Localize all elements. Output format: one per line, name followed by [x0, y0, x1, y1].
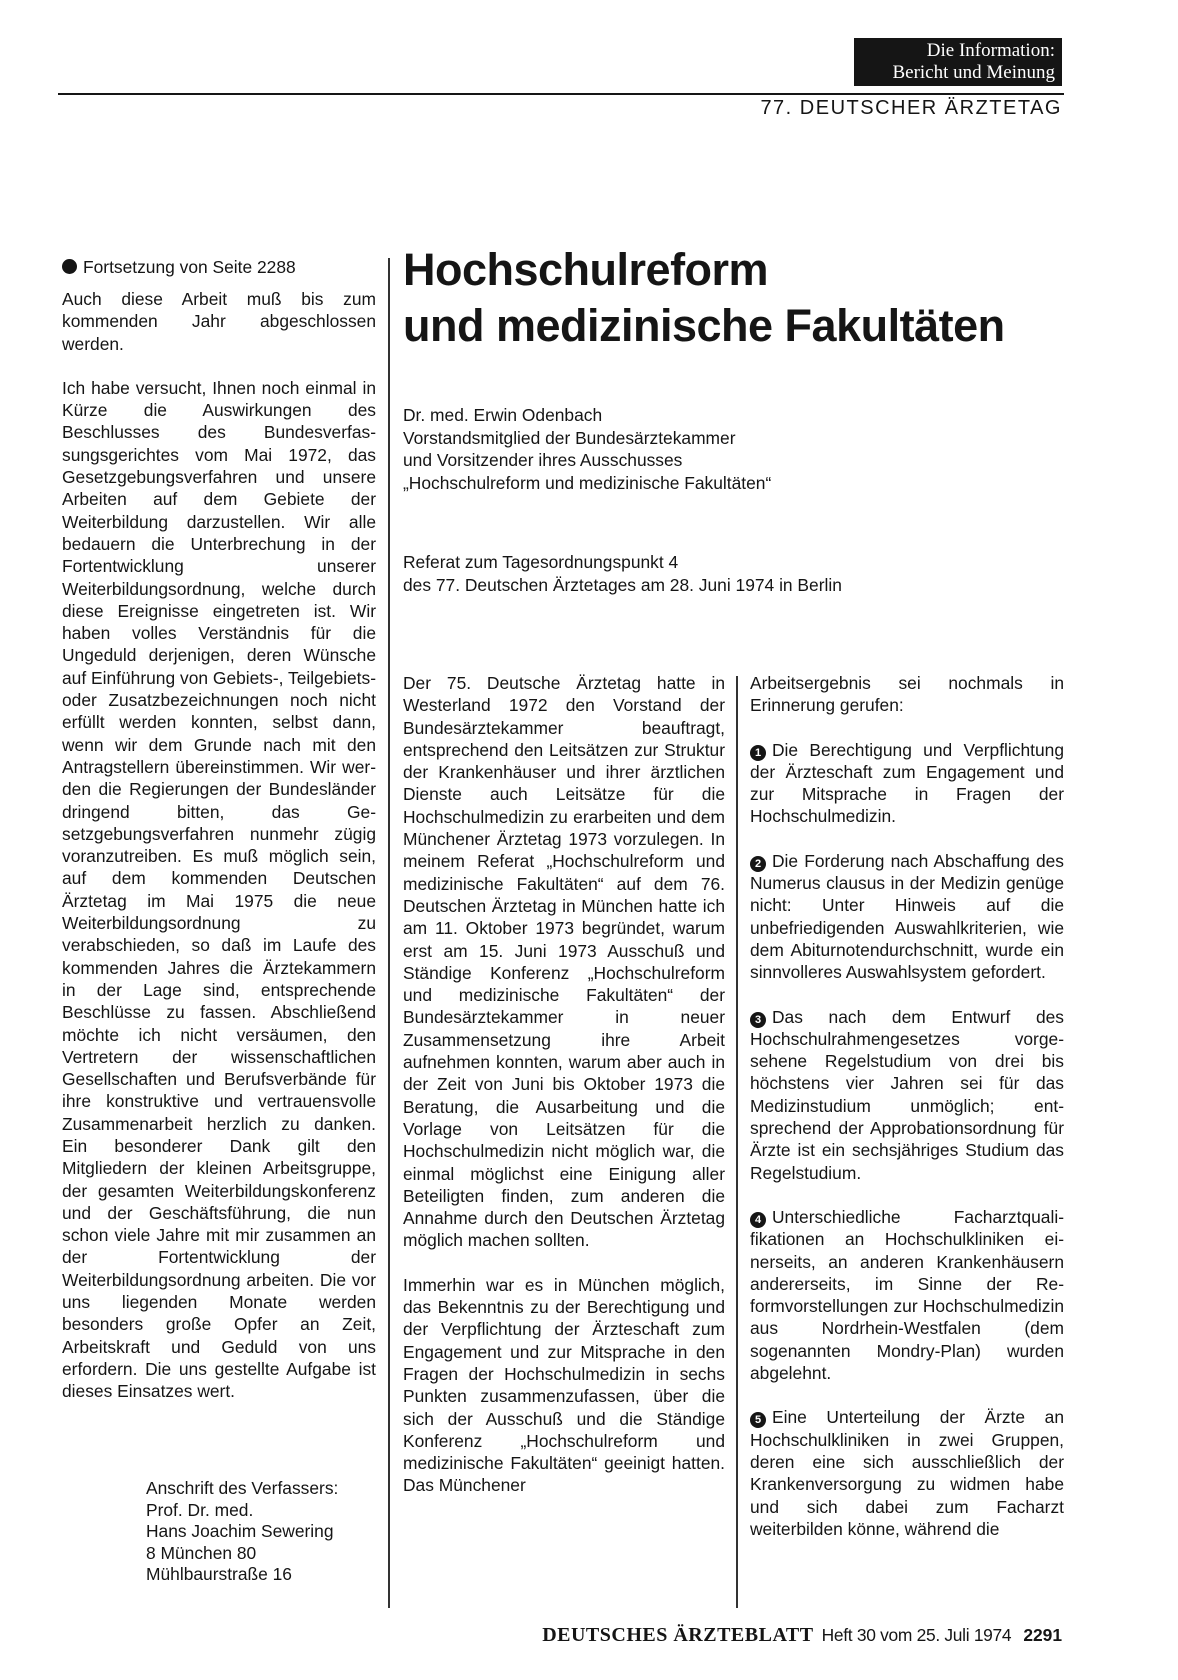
numbered-point: [750, 1406, 1064, 1540]
numbered-point: [750, 850, 1064, 984]
section-title: 77. DEUTSCHER ÄRZTETAG: [760, 97, 1062, 119]
author-block: [403, 404, 1063, 494]
numbered-point: [750, 1006, 1064, 1184]
address-line: 8 München 80: [146, 1542, 257, 1563]
left-column: [62, 288, 376, 1425]
author-line: „Hochschulreform und medizinische Fakultäten“: [403, 472, 772, 493]
address-line: Anschrift des Verfassers:: [146, 1478, 339, 1498]
number-3-icon: 3: [750, 1012, 766, 1028]
author-line: und Vorsitzender ihres Ausschusses: [403, 450, 683, 470]
body-paragraph: Arbeitsergebnis sei nochmals in Erinnerung gerufen:: [750, 673, 1064, 716]
referat-note: [403, 551, 1063, 596]
referat-line: des 77. Deutschen Ärztetages am 28. Juni 1974 in Berlin: [403, 574, 842, 595]
point-text: Das nach dem Entwurf des Hochschulrahmengesetzes vorgesehene Regelstudium von drei bis höchstens vier Jahren sei für das Medizinstudium unmöglich; entsprechend der Approbationsordnung für Ärzte ist ein sechsjähriges Studium das Regelstudium.: [750, 1006, 1064, 1183]
author-address: [146, 1478, 386, 1586]
address-line: Hans Joachim Sewering: [146, 1521, 334, 1542]
page-footer: [450, 1624, 1062, 1647]
referat-line: Referat zum Tagesordnungspunkt 4: [403, 552, 679, 572]
right-column: [750, 672, 1064, 1562]
bullet-icon: [62, 259, 77, 274]
address-line: Prof. Dr. med.: [146, 1499, 254, 1520]
numbered-point: [750, 739, 1064, 828]
number-2-icon: 2: [750, 856, 766, 872]
number-4-icon: 4: [750, 1212, 766, 1228]
badge-line-1: Die Information:: [926, 40, 1055, 61]
address-line: Mühlbaurstraße 16: [146, 1564, 292, 1585]
middle-column: [403, 672, 725, 1519]
left-paragraph-1: Auch diese Arbeit muß bis zum kommenden Jahr abgeschlossen werden.: [62, 289, 376, 354]
page-number: 2291: [1023, 1625, 1062, 1645]
column-divider-right: [736, 676, 738, 1608]
number-1-icon: 1: [750, 745, 766, 761]
point-text: Unterschiedliche Facharztqualifikationen an Hochschulkliniken einerseits, an anderen Krankenhäusern andererseits, im Sinne der Reformvorstellungen zur Hochschulmedizin aus Nordrhein-Westfalen (dem sogenannten Mondry-Plan) wurden abgelehnt.: [750, 1206, 1064, 1384]
left-paragraph-2: Ich habe versucht, Ihnen noch einmal in Kürze die Auswirkungen des Beschlusses des Bundesverfassungsgerichtes vom Mai 1972, das Gesetzgebungsverfahren und unsere Arbeiten auf dem Gebiete der Weiterbildung darzustellen. Wir alle bedauern die Unterbrechung in der Fortentwicklung unserer Weiterbildungsordnung, welche durch diese Ereignisse eingetreten ist. Wir haben volles Verständnis für die Ungeduld derjenigen, deren Wünsche auf Einführung von Gebiets-, Teilgebiets- oder Zusatzbezeichnungen noch nicht erfüllt werden konnten, selbst dann, wenn wir dem Grunde nach mit den Antragstellern übereinstimmen. Wir werden die Regierungen der Bundesländer dringend bitten, das Gesetzgebungsverfahren nunmehr zügig voranzutreiben. Es muß möglich sein, auf dem kommenden Deutschen Ärztetag im Mai 1975 die neue Weiterbildungsordnung zu verabschieden, so daß im Laufe des kommenden Jahres die Ärztekammern in der Lage sind, entsprechende Beschlüsse zu fassen. Abschließend möchte ich nicht versäumen, den Vertretern der wissenschaftlichen Gesellschaften und Berufsverbände für ihre konstruktive und vertrauensvolle Zusammenarbeit herzlich zu danken. Ein besonderer Dank gilt den Mitgliedern der kleinen Arbeitsgruppe, der gesamten Weiterbildungskonferenz und der Geschäftsführung, die nun schon viele Jahre mit mir zusammen an der Fortentwicklung der Weiterbildungsordnung arbeiten. Die vor uns liegenden Monate werden besonders große Opfer an Zeit, Arbeitskraft und Geduld von uns erfordern. Die uns gestellte Aufgabe ist dieses Einsatzes wert.: [62, 377, 376, 1402]
author-line: Vorstandsmitglied der Bundesärztekammer: [403, 427, 736, 448]
numbered-point: [750, 1206, 1064, 1384]
section-badge: [854, 38, 1062, 86]
article-headline: [403, 242, 1063, 354]
continued-note: [62, 256, 296, 278]
number-5-icon: 5: [750, 1412, 766, 1428]
journal-name: DEUTSCHES ÄRZTEBLATT: [542, 1624, 814, 1646]
continued-text: Fortsetzung von Seite 2288: [83, 257, 296, 277]
body-paragraph: Der 75. Deutsche Ärztetag hatte in Westerland 1972 den Vorstand der Bundesärztekammer beauftragt, entsprechend den Leitsätzen zur Struktur der Krankenhäuser und ihrer ärztlichen Dienste auch Leitsätze für die Hochschulmedizin zu erarbeiten und dem Münchener Ärztetag 1973 vorzulegen. In meinem Referat „Hochschulreform und medizinische Fakultäten“ auf dem 76. Deutschen Ärztetag in München hatte ich am 11. Oktober 1973 begründet, warum erst am 15. Juni 1973 Ausschuß und Ständige Konferenz „Hochschulreform und medizinische Fakultäten“ der Bundesärztekammer in neuer Zusammensetzung ihre Arbeit aufnehmen konnten, warum aber auch in der Zeit von Juni bis Oktober 1973 die Beratung, die Ausarbeitung und die Vorlage von Leitsätzen für die Hochschulmedizin nicht möglich war, die einmal möglichst eine Einigung aller Beteiligten finden, zum anderen die Annahme durch den Deutschen Ärztetag möglich machen sollten.: [403, 673, 725, 1251]
issue-info: Heft 30 vom 25. Juli 1974: [821, 1625, 1012, 1645]
headline-line-2: und medizinische Fakultäten: [403, 300, 1005, 351]
author-line: Dr. med. Erwin Odenbach: [403, 405, 603, 425]
point-text: Die Forderung nach Abschaffung des Numerus clausus in der Medizin genüge nicht: Unter Hinweis auf die unbefriedigenden Auswahlkriterien, wie dem Abiturnotendurchschnitt, wurde ein sinnvolleres Auswahlsystem gefordert.: [750, 850, 1064, 983]
badge-line-2: Bericht und Meinung: [892, 62, 1055, 83]
top-rule: [58, 93, 1064, 95]
point-text: Eine Unterteilung der Ärzte an Hochschulkliniken in zwei Gruppen, deren eine sich ausschließlich der Krankenversorgung zu widmen habe und sich dabei zum Facharzt weiterbilden könne, während die: [750, 1407, 1064, 1539]
point-text: Die Berechtigung und Verpflichtung der Ärzteschaft zum Engagement und zur Mitsprache in Fragen der Hochschulmedizin.: [750, 739, 1064, 827]
column-divider-left: [388, 258, 390, 1608]
headline-line-1: Hochschulreform: [403, 244, 769, 295]
body-paragraph: Immerhin war es in München möglich, das Bekenntnis zu der Berechtigung und der Verpflichtung der Ärzteschaft zum Engagement und zur Mitsprache in den Fragen der Hochschulmedizin in sechs Punkten zusammenzufassen, über die sich der Ausschuß und die Ständige Konferenz „Hochschulreform und medizinische Fakultäten“ geeinigt hatten. Das Münchener: [403, 1274, 725, 1496]
